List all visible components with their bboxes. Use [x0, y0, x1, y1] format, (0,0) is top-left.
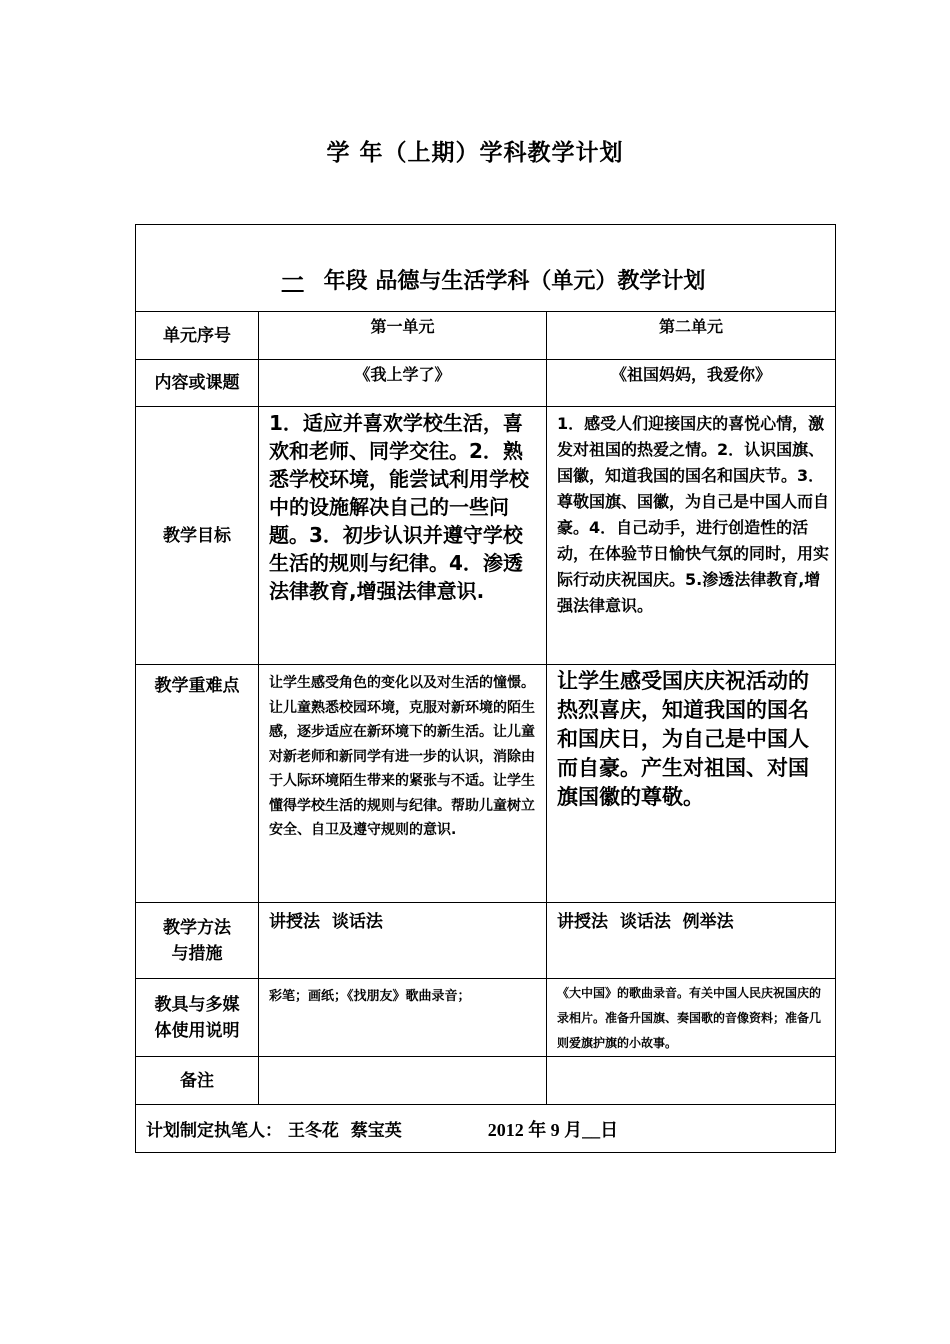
teaching-plan-table: [135, 224, 836, 1153]
unit-2-media: 《大中国》的歌曲录音。有关中国人民庆祝国庆的录相片。准备升国旗、奏国歌的音像资料；准备几则爱旗护旗的小故事。: [547, 979, 836, 1057]
document-title: 学 年（上期）学科教学计划: [326, 140, 624, 166]
unit-2-methods: 讲授法 谈话法 例举法: [547, 903, 836, 979]
table-row: [136, 360, 836, 407]
table-row: [136, 903, 836, 979]
unit-1-title: 第一单元: [259, 312, 547, 360]
unit-1-notes: [259, 1057, 547, 1105]
row-label-methods: [136, 903, 259, 979]
row-label-media: [136, 979, 259, 1057]
unit-1-goals: 1．适应并喜欢学校生活，喜欢和老师、同学交往。2．熟悉学校环境，能尝试利用学校中的设施解决自己的一些问题。3．初步认识并遵守学校生活的规则与纪律。4．渗透法律教育,增强法律意识.: [259, 407, 547, 665]
plan-date: 2012 年 9 月__日: [487, 1119, 619, 1140]
row-label-methods-line1: 教学方法: [163, 917, 231, 938]
unit-2-goals: 1．感受人们迎接国庆的喜悦心情，激发对祖国的热爱之情。2．认识国旗、国徽，知道我国的国名和国庆节。3．尊敬国旗、国徽，为自己是中国人而自豪。4．自己动手，进行创造性的活动，在体验节日愉快气氛的同时，用实际行动庆祝国庆。5.渗透法律教育,增强法律意识。: [547, 407, 836, 665]
row-label-media-line1: 教具与多媒: [154, 994, 240, 1015]
table-row: [136, 407, 836, 665]
unit-1-topic: 《我上学了》: [259, 360, 547, 407]
grade-blank: 一: [281, 269, 304, 294]
table-header-cell: [136, 225, 836, 312]
table-header-text: 年段 品德与生活学科（单元）教学计划: [323, 269, 706, 294]
row-label-unit-no: 单元序号: [136, 312, 259, 360]
table-row: [136, 312, 836, 360]
table-row: [136, 1057, 836, 1105]
unit-2-title: 第二单元: [547, 312, 836, 360]
table-row: [136, 665, 836, 903]
unit-1-methods: 讲授法 谈话法: [259, 903, 547, 979]
footer-cell: [136, 1105, 836, 1153]
unit-2-notes: [547, 1057, 836, 1105]
table-footer-row: [136, 1105, 836, 1153]
row-label-topic: 内容或课题: [136, 360, 259, 407]
table-header-row: [136, 225, 836, 312]
unit-2-topic: 《祖国妈妈，我爱你》: [547, 360, 836, 407]
row-label-methods-line2: 与措施: [171, 943, 223, 964]
unit-1-key-points: 让学生感受角色的变化以及对生活的憧憬。让儿童熟悉校园环境，克服对新环境的陌生感，逐步适应在新环境下的新生活。让儿童对新老师和新同学有进一步的认识，消除由于人际环境陌生带来的紧张与不适。让学生懂得学校生活的规则与纪律。帮助儿童树立安全、自卫及遵守规则的意识.: [259, 665, 547, 903]
row-label-media-line2: 体使用说明: [154, 1020, 240, 1041]
row-label-goals: 教学目标: [136, 407, 259, 665]
unit-1-media: 彩笔；画纸；《找朋友》歌曲录音；: [259, 979, 547, 1057]
unit-2-key-points: 让学生感受国庆庆祝活动的热烈喜庆，知道我国的国名和国庆日，为自己是中国人而自豪。产生对祖国、对国旗国徽的尊敬。: [547, 665, 836, 903]
table-row: [136, 979, 836, 1057]
author-label: 计划制定执笔人：: [146, 1120, 282, 1141]
author-names: 王冬花 蔡宝英: [287, 1120, 402, 1141]
row-label-key-points: 教学重难点: [136, 665, 259, 903]
table-header: [136, 264, 835, 311]
row-label-notes: 备注: [136, 1057, 259, 1105]
